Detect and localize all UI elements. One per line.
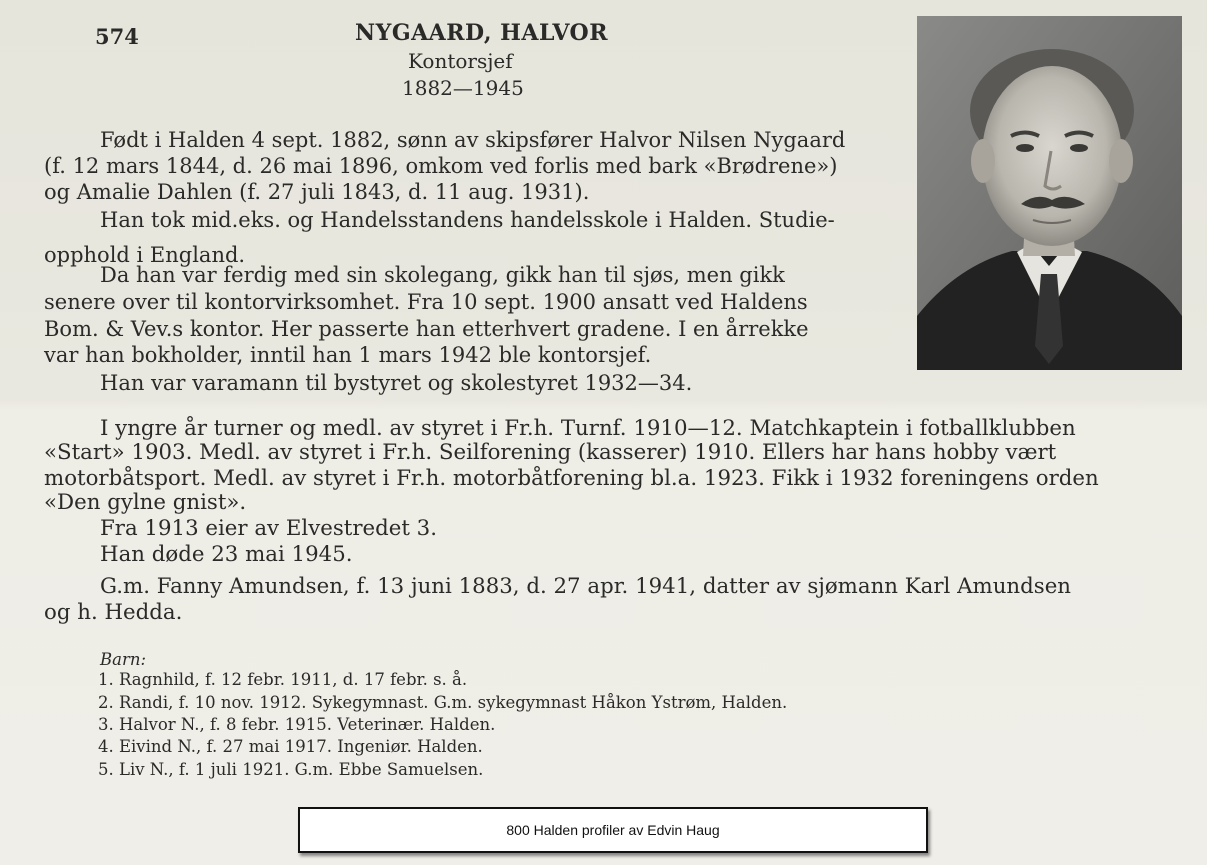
bio-line: G.m. Fanny Amundsen, f. 13 juni 1883, d. 27 apr. 1941, datter av sjømann Karl Amundsen bbox=[100, 574, 1072, 599]
bio-line: opphold i England. bbox=[44, 243, 246, 267]
bio-line: var han bokholder, inntil han 1 mars 1942 ble kontorsjef. bbox=[44, 343, 652, 367]
person-name: NYGAARD, HALVOR bbox=[355, 20, 608, 46]
bio-line: Fra 1913 eier av Elvestredet 3. bbox=[100, 516, 438, 541]
bio-line: senere over til kontorvirksomhet. Fra 10 sept. 1900 ansatt ved Haldens bbox=[44, 290, 808, 314]
bio-line: Han tok mid.eks. og Handelsstandens handelsskole i Halden. Studie- bbox=[100, 208, 835, 232]
footer-caption: 800 Halden profiler av Edvin Haug bbox=[506, 822, 720, 838]
bio-line: Han døde 23 mai 1945. bbox=[100, 542, 353, 567]
child-item: 5. Liv N., f. 1 juli 1921. G.m. Ebbe Samuelsen. bbox=[98, 760, 484, 779]
child-item: 2. Randi, f. 10 nov. 1912. Sykegymnast. G.m. sykegymnast Håkon Ystrøm, Halden. bbox=[98, 693, 788, 712]
child-item: 1. Ragnhild, f. 12 febr. 1911, d. 17 febr. s. å. bbox=[98, 670, 468, 689]
page-number: 574 bbox=[95, 24, 139, 49]
children-heading: Barn: bbox=[100, 650, 147, 669]
person-title: Kontorsjef bbox=[408, 49, 513, 73]
bio-line: (f. 12 mars 1844, d. 26 mai 1896, omkom ved forlis med bark «Brødrene») bbox=[44, 154, 838, 178]
bio-line: og Amalie Dahlen (f. 27 juli 1843, d. 11 aug. 1931). bbox=[44, 180, 590, 204]
bio-line: Født i Halden 4 sept. 1882, sønn av skipsfører Halvor Nilsen Nygaard bbox=[100, 128, 846, 152]
footer-caption-box bbox=[298, 807, 928, 853]
bio-line: Bom. & Vev.s kontor. Her passerte han etterhvert gradene. I en årrekke bbox=[44, 317, 809, 341]
bio-line: og h. Hedda. bbox=[44, 600, 183, 625]
bio-line: «Start» 1903. Medl. av styret i Fr.h. Seilforening (kasserer) 1910. Ellers har hans hobby vært bbox=[44, 440, 1057, 465]
bio-line: motorbåtsport. Medl. av styret i Fr.h. motorbåtforening bl.a. 1923. Fikk i 1932 foreningens orden bbox=[44, 466, 1099, 491]
bio-line: I yngre år turner og medl. av styret i Fr.h. Turnf. 1910—12. Matchkaptein i fotballklubben bbox=[100, 416, 1076, 441]
child-item: 4. Eivind N., f. 27 mai 1917. Ingeniør. Halden. bbox=[98, 737, 483, 756]
bio-line: Han var varamann til bystyret og skolestyret 1932—34. bbox=[100, 371, 693, 395]
bio-line: Da han var ferdig med sin skolegang, gikk han til sjøs, men gikk bbox=[100, 263, 785, 287]
child-item: 3. Halvor N., f. 8 febr. 1915. Veterinær. Halden. bbox=[98, 715, 496, 734]
person-years: 1882—1945 bbox=[402, 76, 524, 100]
portrait-photo bbox=[917, 16, 1182, 370]
bio-line: «Den gylne gnist». bbox=[44, 490, 247, 515]
